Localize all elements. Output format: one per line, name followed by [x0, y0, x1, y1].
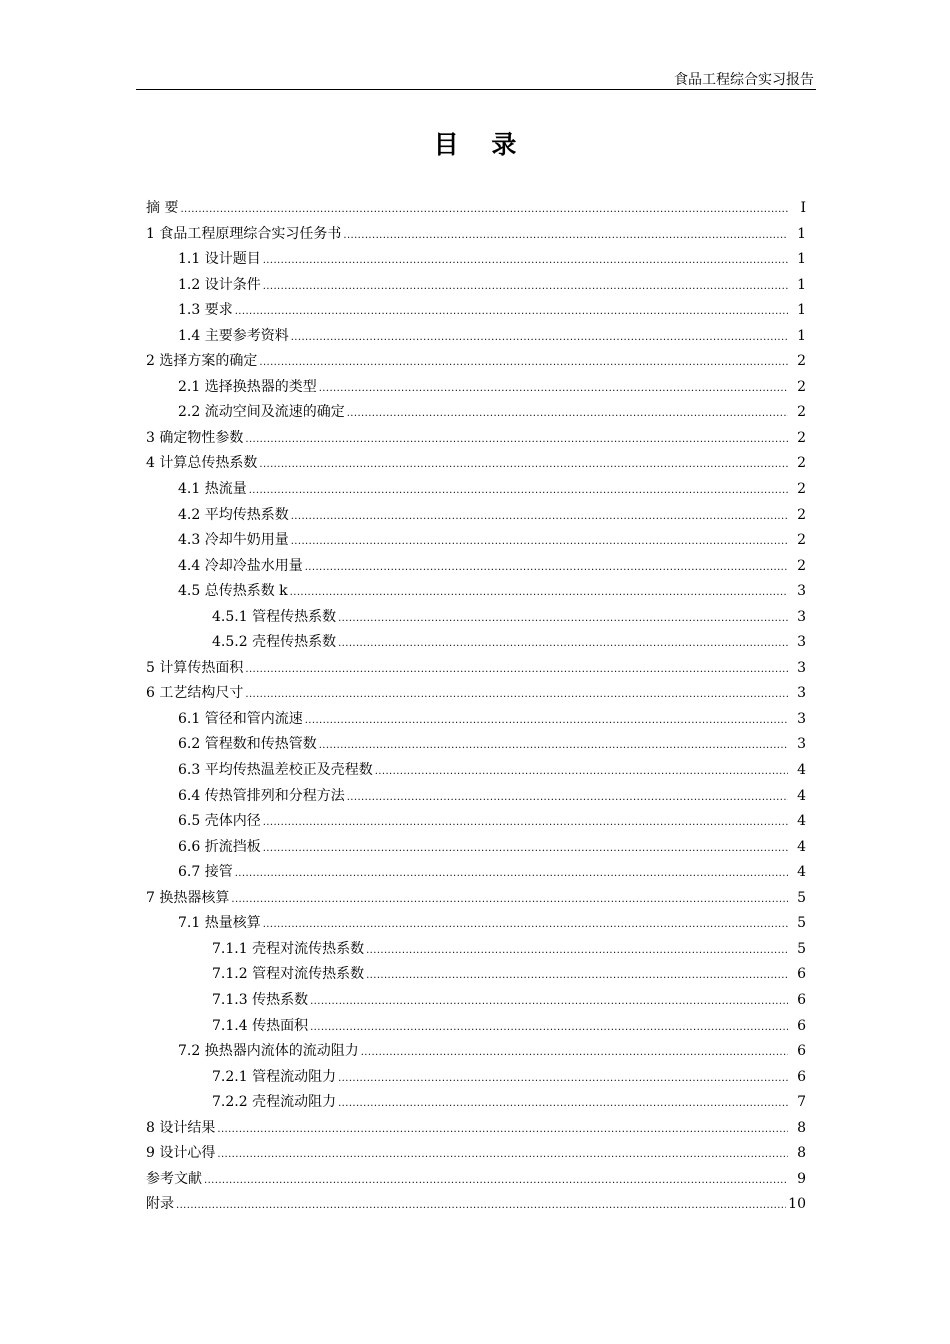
toc-entry[interactable]: [146, 1116, 806, 1142]
toc-entry[interactable]: [146, 1014, 806, 1040]
toc-dot-leader: [263, 836, 788, 862]
toc-entry[interactable]: [146, 1141, 806, 1167]
toc-entry-label: 7.1.4 传热面积: [212, 1017, 309, 1034]
toc-entry[interactable]: [146, 503, 806, 529]
toc-entry[interactable]: [146, 1192, 806, 1218]
toc-entry[interactable]: [146, 809, 806, 835]
toc-entry[interactable]: [146, 528, 806, 554]
toc-dot-leader: [180, 197, 788, 223]
toc-dot-leader: [366, 963, 788, 989]
toc-entry-label: 1.1 设计题目: [178, 251, 261, 268]
toc-page-number: 3: [797, 583, 806, 600]
toc-dot-leader: [204, 1168, 788, 1194]
toc-entry[interactable]: [146, 579, 806, 605]
toc-page-number: 6: [797, 966, 806, 983]
toc-entry-label: 5 计算传热面积: [146, 659, 244, 676]
toc-entry-label: 1.3 要求: [178, 302, 233, 319]
toc-entry-label: 6.4 传热管排列和分程方法: [178, 787, 345, 804]
toc-entry[interactable]: [146, 707, 806, 733]
toc-entry[interactable]: [146, 605, 806, 631]
toc-entry-label: 附录: [146, 1196, 174, 1213]
toc-page-number: 3: [797, 736, 806, 753]
toc-dot-leader: [235, 861, 788, 887]
toc-entry[interactable]: [146, 937, 806, 963]
toc-dot-leader: [263, 912, 788, 938]
toc-page-number: 3: [797, 634, 806, 651]
toc-page-number: 3: [797, 710, 806, 727]
toc-entry-label: 7.1.1 壳程对流传热系数: [212, 940, 365, 957]
toc-dot-leader: [366, 938, 788, 964]
toc-entry[interactable]: [146, 400, 806, 426]
toc-entry[interactable]: [146, 273, 806, 299]
toc-dot-leader: [305, 708, 788, 734]
toc-page-number: 5: [797, 940, 806, 957]
toc-entry[interactable]: [146, 1039, 806, 1065]
toc-entry-label: 2.2 流动空间及流速的确定: [178, 404, 345, 421]
toc-entry-label: 3 确定物性参数: [146, 429, 244, 446]
toc-dot-leader: [249, 478, 788, 504]
toc-dot-leader: [290, 580, 788, 606]
toc-dot-leader: [347, 785, 788, 811]
toc-entry-label: 4.3 冷却牛奶用量: [178, 532, 289, 549]
toc-page-number: 5: [797, 915, 806, 932]
toc-entry-label: 1 食品工程原理综合实习任务书: [146, 225, 342, 242]
toc-page-number: 4: [797, 787, 806, 804]
toc-page-number: 3: [797, 659, 806, 676]
toc-dot-leader: [338, 631, 788, 657]
toc-entry-label: 4.1 热流量: [178, 481, 247, 498]
toc-entry[interactable]: [146, 349, 806, 375]
toc-entry-label: 7 换热器核算: [146, 889, 230, 906]
toc-page-number: 9: [797, 1170, 806, 1187]
toc-entry-label: 参考文献: [146, 1170, 202, 1187]
toc-dot-leader: [305, 555, 788, 581]
table-of-contents: [146, 196, 806, 1218]
toc-dot-leader: [245, 682, 788, 708]
toc-entry[interactable]: [146, 758, 806, 784]
toc-entry[interactable]: [146, 554, 806, 580]
toc-entry-label: 6.2 管程数和传热管数: [178, 736, 317, 753]
toc-dot-leader: [338, 606, 788, 632]
toc-entry[interactable]: [146, 324, 806, 350]
toc-page-number: 4: [797, 813, 806, 830]
toc-entry-label: 4.5.2 壳程传热系数: [212, 634, 337, 651]
toc-entry[interactable]: [146, 196, 806, 222]
toc-dot-leader: [259, 350, 788, 376]
toc-entry-label: 4.2 平均传热系数: [178, 506, 289, 523]
toc-page-number: 8: [797, 1145, 806, 1162]
toc-entry-label: 1.4 主要参考资料: [178, 327, 289, 344]
toc-page-number: 1: [797, 225, 806, 242]
toc-entry[interactable]: [146, 222, 806, 248]
toc-dot-leader: [235, 299, 788, 325]
toc-page-number: 2: [797, 506, 806, 523]
toc-entry-label: 7.1 热量核算: [178, 915, 261, 932]
toc-entry[interactable]: [146, 681, 806, 707]
toc-entry[interactable]: [146, 784, 806, 810]
toc-page-number: 1: [797, 251, 806, 268]
toc-entry-label: 7.2.1 管程流动阻力: [212, 1068, 337, 1085]
toc-entry[interactable]: [146, 835, 806, 861]
toc-dot-leader: [310, 989, 788, 1015]
toc-entry[interactable]: [146, 298, 806, 324]
toc-dot-leader: [338, 1091, 788, 1117]
toc-page-number: 2: [797, 429, 806, 446]
toc-dot-leader: [343, 223, 788, 249]
toc-dot-leader: [245, 427, 788, 453]
toc-dot-leader: [245, 657, 788, 683]
toc-entry[interactable]: [146, 426, 806, 452]
toc-entry[interactable]: [146, 911, 806, 937]
toc-entry[interactable]: [146, 247, 806, 273]
toc-dot-leader: [291, 504, 788, 530]
toc-page-number: 1: [797, 302, 806, 319]
toc-dot-leader: [375, 759, 788, 785]
toc-entry-label: 2.1 选择换热器的类型: [178, 378, 317, 395]
toc-page-number: 5: [797, 889, 806, 906]
toc-page-number: 2: [797, 455, 806, 472]
toc-entry-label: 摘 要: [146, 200, 179, 216]
toc-entry-label: 2 选择方案的确定: [146, 353, 258, 370]
toc-entry-label: 7.1.3 传热系数: [212, 991, 309, 1008]
toc-entry[interactable]: [146, 1065, 806, 1091]
toc-dot-leader: [319, 376, 788, 402]
toc-entry[interactable]: [146, 860, 806, 886]
toc-entry-label: 4.5.1 管程传热系数: [212, 608, 337, 625]
toc-page-number: 3: [797, 608, 806, 625]
toc-entry-label: 4.4 冷却冷盐水用量: [178, 557, 303, 574]
toc-entry-label: 9 设计心得: [146, 1145, 216, 1162]
toc-page-number: 8: [797, 1119, 806, 1136]
toc-entry[interactable]: [146, 375, 806, 401]
toc-dot-leader: [231, 887, 788, 913]
toc-entry[interactable]: [146, 451, 806, 477]
toc-dot-leader: [361, 1040, 788, 1066]
toc-page-number: 2: [797, 353, 806, 370]
toc-page-number: 2: [797, 481, 806, 498]
toc-entry-label: 6.3 平均传热温差校正及壳程数: [178, 762, 373, 779]
toc-entry[interactable]: [146, 962, 806, 988]
toc-dot-leader: [263, 248, 788, 274]
running-header: 食品工程综合实习报告: [674, 72, 814, 88]
toc-entry-label: 7.2 换热器内流体的流动阻力: [178, 1043, 359, 1060]
toc-page-number: 6: [797, 991, 806, 1008]
toc-entry[interactable]: [146, 886, 806, 912]
toc-entry-label: 4 计算总传热系数: [146, 455, 258, 472]
toc-page-number: 4: [797, 762, 806, 779]
toc-entry[interactable]: [146, 732, 806, 758]
toc-entry-label: 7.2.2 壳程流动阻力: [212, 1094, 337, 1111]
toc-page-number: I: [800, 200, 806, 216]
toc-page-number: 2: [797, 378, 806, 395]
toc-dot-leader: [263, 810, 788, 836]
toc-page-number: 3: [797, 685, 806, 702]
toc-page-number: 6: [797, 1017, 806, 1034]
toc-page-number: 4: [797, 838, 806, 855]
header-rule: [136, 89, 816, 90]
toc-entry-label: 6 工艺结构尺寸: [146, 685, 244, 702]
toc-entry[interactable]: [146, 477, 806, 503]
toc-entry[interactable]: [146, 1167, 806, 1193]
toc-entry[interactable]: [146, 656, 806, 682]
toc-page-number: 4: [797, 864, 806, 881]
toc-entry[interactable]: [146, 630, 806, 656]
toc-dot-leader: [259, 452, 788, 478]
toc-entry-label: 7.1.2 管程对流传热系数: [212, 966, 365, 983]
toc-dot-leader: [291, 529, 788, 555]
toc-dot-leader: [347, 401, 788, 427]
toc-page-number: 6: [797, 1043, 806, 1060]
toc-dot-leader: [176, 1193, 786, 1219]
toc-page-number: 1: [797, 276, 806, 293]
toc-dot-leader: [291, 325, 788, 351]
toc-entry-label: 8 设计结果: [146, 1119, 216, 1136]
toc-entry-label: 4.5 总传热系数 k: [178, 583, 288, 600]
toc-page-number: 2: [797, 404, 806, 421]
toc-dot-leader: [319, 733, 788, 759]
toc-entry[interactable]: [146, 988, 806, 1014]
toc-entry-label: 6.1 管径和管内流速: [178, 710, 303, 727]
toc-entry-label: 6.7 接管: [178, 864, 233, 881]
toc-dot-leader: [263, 274, 788, 300]
toc-dot-leader: [217, 1142, 788, 1168]
toc-page-number: 7: [797, 1094, 806, 1111]
toc-entry-label: 6.5 壳体内径: [178, 813, 261, 830]
page-title: 目 录: [433, 130, 529, 159]
toc-page-number: 1: [797, 327, 806, 344]
toc-dot-leader: [338, 1066, 788, 1092]
toc-page-number: 10: [788, 1196, 806, 1213]
toc-page-number: 6: [797, 1068, 806, 1085]
toc-entry[interactable]: [146, 1090, 806, 1116]
toc-dot-leader: [217, 1117, 788, 1143]
toc-entry-label: 1.2 设计条件: [178, 276, 261, 293]
toc-page-number: 2: [797, 557, 806, 574]
toc-dot-leader: [310, 1015, 788, 1041]
toc-entry-label: 6.6 折流挡板: [178, 838, 261, 855]
toc-page-number: 2: [797, 532, 806, 549]
